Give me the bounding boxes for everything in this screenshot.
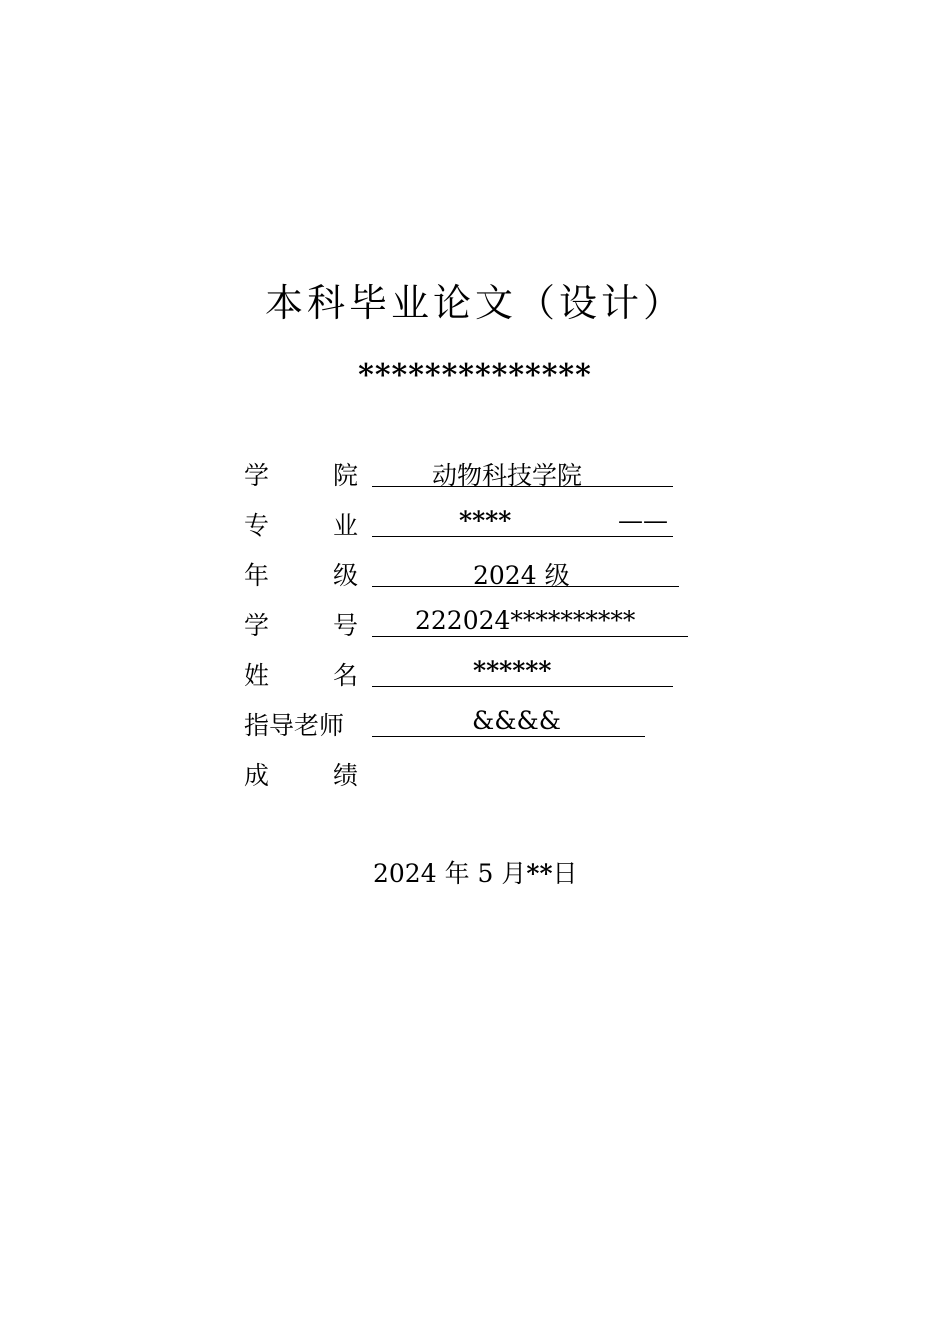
label-char: 成 [244, 761, 270, 790]
field-label-college [244, 456, 358, 492]
field-label-grade [244, 556, 358, 592]
field-label-name [244, 656, 358, 692]
label-text: 指导老师 [244, 711, 345, 740]
cover-date [373, 854, 578, 890]
page-title: 本科毕业论文（设计） [264, 281, 685, 325]
field-value-grade: 2024 级 [473, 561, 570, 590]
field-underline-college [372, 452, 673, 490]
label-char: 绩 [332, 761, 358, 790]
label-char: 号 [332, 611, 358, 640]
field-value-advisor: &&&& [472, 706, 562, 735]
field-value-student-id: 222024********** [415, 606, 636, 635]
field-label-advisor [244, 706, 358, 742]
field-underline-grade [372, 552, 679, 590]
field-value-major: **** [459, 506, 512, 535]
label-char: 院 [332, 461, 358, 490]
field-value-college: 动物科技学院 [432, 461, 583, 490]
field-label-student-id [244, 606, 358, 642]
label-char: 专 [244, 511, 270, 540]
field-underline-name [372, 652, 673, 687]
label-char: 学 [244, 461, 270, 490]
field-underline-student-id [372, 602, 688, 637]
field-value-major-suffix: —— [618, 506, 668, 535]
thesis-subtitle-placeholder: ************** [358, 358, 592, 393]
label-char: 业 [332, 511, 358, 540]
field-value-name: ****** [473, 656, 552, 685]
field-label-score [244, 756, 358, 792]
field-underline-advisor [372, 702, 645, 737]
date-day-placeholder: ** [526, 859, 553, 888]
date-suffix: 日 [552, 859, 578, 888]
field-underline-major [372, 502, 673, 537]
field-label-major [244, 506, 358, 542]
label-char: 学 [244, 611, 270, 640]
date-prefix: 2024 年 5 月 [373, 859, 527, 888]
label-char: 姓 [244, 661, 270, 690]
label-char: 名 [332, 661, 358, 690]
label-char: 级 [332, 561, 358, 590]
label-char: 年 [244, 561, 270, 590]
